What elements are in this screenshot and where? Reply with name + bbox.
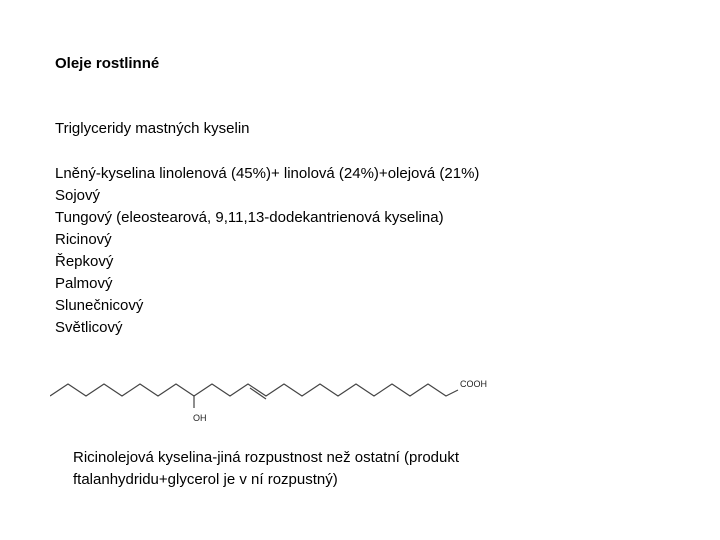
list-item: Lněný-kyselina linolenová (45%)+ linolová (24%)+olejová (21%) xyxy=(55,165,480,182)
list-item: Světlicový xyxy=(55,319,123,336)
list-item: Tungový (eleostearová, 9,11,13-dodekantrienová kyselina) xyxy=(55,209,444,226)
list-item: Slunečnicový xyxy=(55,297,144,314)
cooh-label: COOH xyxy=(460,379,487,389)
caption-text: Ricinolejová kyselina-jiná rozpustnost než ostatní (produkt ftalanhydridu+glycerol je v ní rozpustný) xyxy=(73,449,460,488)
oil-list xyxy=(55,163,479,339)
list-item: Palmový xyxy=(55,275,113,292)
list-item: Sojový xyxy=(55,187,101,204)
oh-label: OH xyxy=(193,413,207,423)
slide-title: Oleje rostlinné xyxy=(55,55,160,72)
list-item: Ricinový xyxy=(55,231,112,248)
double-bond xyxy=(250,388,266,399)
list-item: Řepkový xyxy=(55,253,114,270)
slide-subtitle: Triglyceridy mastných kyselin xyxy=(55,120,250,137)
ricinoleic-acid-structure xyxy=(50,370,500,430)
carbon-chain xyxy=(50,384,458,396)
